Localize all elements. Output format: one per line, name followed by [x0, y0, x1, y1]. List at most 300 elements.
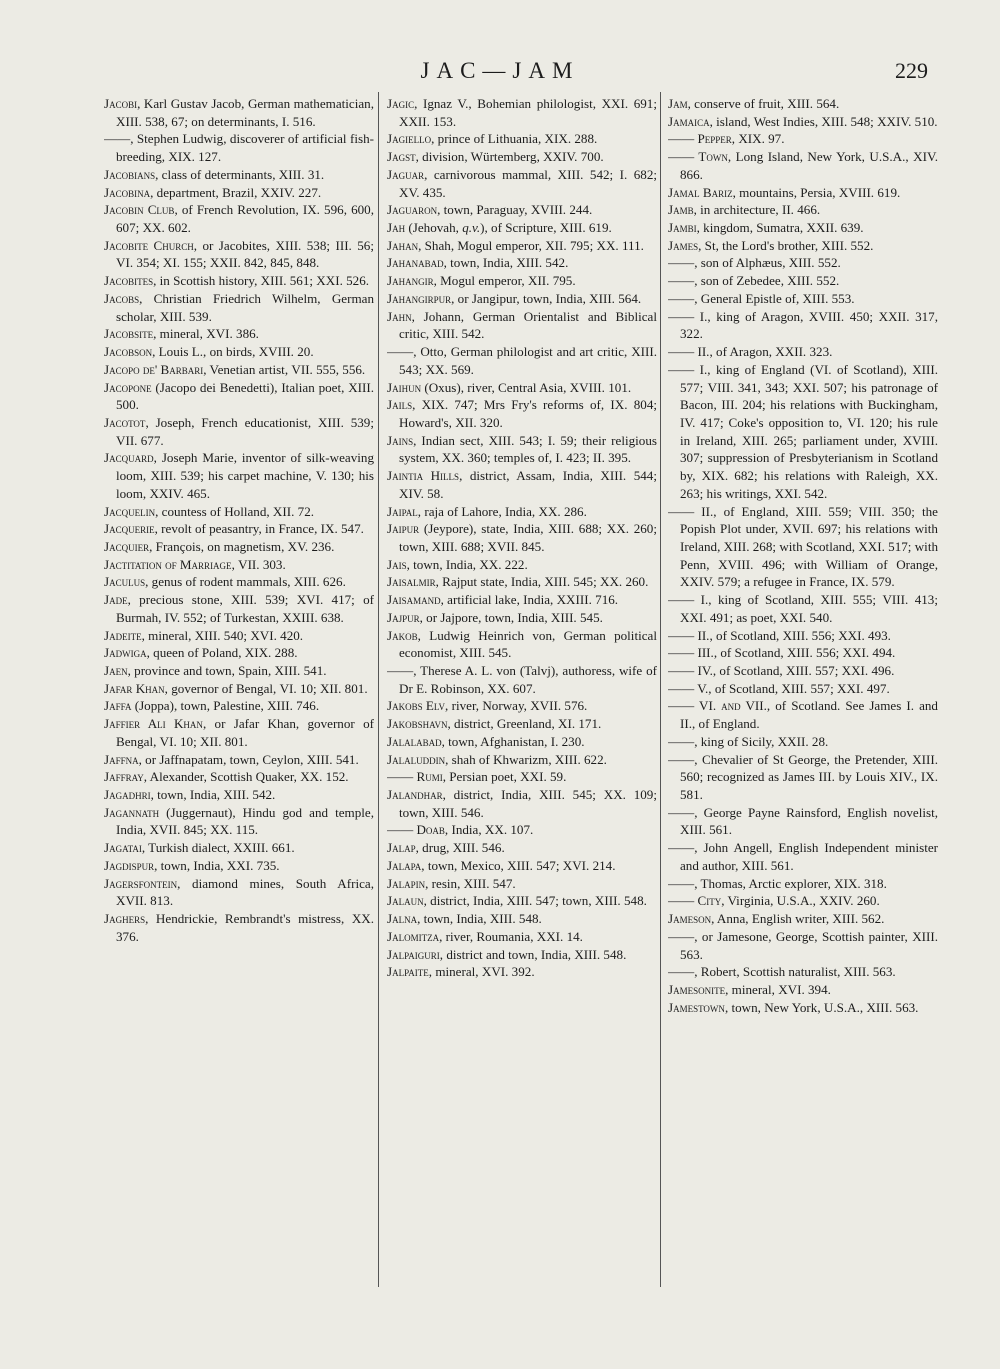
index-entry: [104, 449, 374, 502]
index-entry: [104, 272, 374, 290]
entry-references: , Alexander, Scottish Quaker, XX. 152.: [143, 769, 349, 785]
entry-references: , George Payne Rainsford, English novelist, XIII. 561.: [680, 804, 938, 838]
index-entry: [104, 680, 374, 698]
entry-headword: ——: [668, 751, 695, 767]
index-entry: [668, 308, 938, 343]
index-entry: [668, 804, 938, 839]
entry-references: , Turkish dialect, XXIII. 661.: [141, 840, 295, 856]
entry-references: , king of England (VI. of Scotland), XIII. 577; VIII. 341, 343; XXI. 507; his patronage of Bacon, III. 204; his relations with Buckingham, IV. 417; Coke's opposition to, VI. 120; his rule in Ireland, XIII. 265; parliament under, XVIII. 307; suppression of Presbyterianism in Scotland by, XIX. 682; his relations with Raleigh, XX. 263; his writings, XXI. 542.: [680, 361, 938, 501]
entry-headword: Jacquerie: [104, 521, 155, 537]
entry-headword: Jaen: [104, 663, 128, 678]
index-entry: [104, 751, 374, 769]
index-entry: [387, 662, 657, 697]
entry-headword: Jadwiga: [104, 645, 147, 661]
entry-headword: Jakobshavn: [387, 716, 448, 732]
entry-references: , of Aragon, XXII. 323.: [709, 344, 833, 360]
index-entry: [387, 697, 657, 715]
entry-headword: Jacotot: [104, 414, 146, 430]
index-entry: [668, 644, 938, 662]
index-entry: [387, 627, 657, 662]
entry-references: , district, India, XIII. 547; town, XIII. 548.: [423, 893, 647, 909]
entry-headword: Jahn: [387, 308, 412, 324]
index-column-3: [668, 95, 938, 1290]
entry-headword: Jacopo de' Barbari: [104, 361, 204, 377]
index-entry: [104, 237, 374, 272]
entry-references: , Hendrickie, Rembrandt's mistress, XX. 376.: [116, 911, 374, 944]
entry-headword: Jails: [387, 397, 413, 413]
index-entry: [668, 662, 938, 680]
entry-references: , Louis L., on birds, XVIII. 20.: [152, 344, 314, 360]
entry-references: , mineral, XVI. 394.: [725, 981, 831, 997]
entry-headword: Jacobians: [104, 166, 156, 182]
entry-headword: ——: [387, 663, 414, 678]
index-entry: [387, 95, 657, 130]
entry-references: , countess of Holland, XII. 72.: [155, 503, 315, 519]
index-entry: [387, 272, 657, 290]
entry-headword: Jalna: [387, 911, 418, 927]
index-entry: [104, 520, 374, 538]
entry-headword: Jalap: [387, 840, 416, 856]
entry-headword: —— Doab: [387, 822, 445, 838]
index-entry: [104, 857, 374, 875]
entry-references: , Joseph Marie, inventor of silk-weaving loom, XIII. 539; his carpet machine, V. 130; his loom, XXIV. 465.: [116, 450, 374, 501]
index-entry: [387, 751, 657, 769]
index-entry: [104, 95, 374, 130]
index-entry: [387, 396, 657, 431]
entry-references: , conserve of fruit, XIII. 564.: [687, 96, 840, 111]
entry-headword: —— I.: [668, 592, 709, 608]
entry-references: , or Jaffnapatam, town, Ceylon, XIII. 541.: [138, 751, 359, 767]
index-entry: [668, 697, 938, 732]
index-entry: [668, 928, 938, 963]
index-entry: [387, 892, 657, 910]
entry-headword: ——: [668, 964, 695, 980]
entry-references: , king of Scotland, XIII. 555; VIII. 413; XXI. 491; as poet, XXI. 540.: [680, 592, 938, 625]
entry-headword: Jamestown: [668, 999, 725, 1015]
entry-headword: Jacobina: [104, 184, 151, 200]
entry-headword: ——: [668, 840, 695, 856]
entry-headword: —— City: [668, 893, 722, 909]
index-entry: [104, 627, 374, 645]
entry-references: , Therese A. L. von (Talvj), authoress, wife of Dr E. Robinson, XX. 607.: [399, 663, 657, 696]
entry-references: , Indian sect, XIII. 543; I. 59; their religious system, XX. 360; temples of, I. 423; II. 395.: [399, 432, 657, 466]
index-entry: [387, 715, 657, 733]
entry-headword: Jalpaite: [387, 964, 429, 980]
entry-references: , town, India, XIII. 542.: [150, 787, 276, 803]
index-entry: [668, 219, 938, 237]
entry-references: , Ludwig Heinrich von, German political economist, XIII. 545.: [399, 627, 657, 661]
index-entry: [104, 184, 374, 202]
entry-headword: Jacquier: [104, 538, 150, 554]
entry-headword: Jagdispur: [104, 857, 155, 873]
index-entry: [668, 148, 938, 183]
entry-headword: ——: [668, 733, 695, 749]
entry-headword: Jacobson: [104, 344, 153, 360]
entry-headword: Jacobs: [104, 290, 140, 306]
entry-headword: Jagersfontein: [104, 875, 178, 891]
entry-references: , mineral, XVI. 392.: [428, 964, 535, 980]
index-entry: [668, 910, 938, 928]
index-entry: [668, 839, 938, 874]
index-entry: [387, 379, 657, 397]
index-entry: [104, 556, 374, 574]
entry-headword: Jacobite Church: [104, 237, 194, 253]
entry-references: , town, Mexico, XIII. 547; XVI. 214.: [421, 857, 616, 873]
entry-headword: Jalapin: [387, 875, 426, 891]
entry-headword: Jahanabad: [387, 255, 444, 271]
entry-references: , or Jacobites, XIII. 538; III. 56; VI. 354; XI. 155; XXII. 842, 845, 848.: [116, 237, 374, 271]
entry-references: , prince of Lithuania, XIX. 288.: [431, 131, 598, 147]
index-entry: [104, 538, 374, 556]
index-entry: [668, 130, 938, 148]
entry-headword: Jaipur: [387, 521, 420, 537]
entry-references: , Long Island, New York, U.S.A., XIV. 866.: [680, 149, 938, 182]
index-entry: [668, 237, 938, 255]
index-entry: [387, 928, 657, 946]
entry-references: , town, New York, U.S.A., XIII. 563.: [724, 999, 919, 1015]
index-entry: [668, 184, 938, 202]
entry-references: , of England, XIII. 559; VIII. 350; the Popish Plot under, XVII. 697; his relations with Ireland, XIII. 268; with Scotland, XXI. 517; with Penn, XVIII. 496; with William of Orange, XXIV. 579; a refugee in France, IX. 579.: [680, 503, 938, 590]
entry-headword: ——: [668, 875, 695, 891]
entry-headword: ——: [387, 344, 414, 360]
index-entry: [104, 325, 374, 343]
index-entry: [387, 201, 657, 219]
entry-headword: Jaghers: [104, 911, 146, 927]
entry-headword: Jafar Khan: [104, 680, 165, 696]
index-column-1: [104, 95, 374, 1290]
index-entry: [668, 95, 938, 113]
entry-headword: Jamb: [668, 202, 694, 218]
index-entry: [668, 627, 938, 645]
entry-headword: Jaipal: [387, 503, 418, 519]
index-entry: [668, 733, 938, 751]
entry-references: , John Angell, English Independent minister and author, XIII. 561.: [680, 840, 938, 873]
entry-headword: —— I.: [668, 308, 708, 324]
entry-headword: —— II.: [668, 344, 710, 360]
entry-references: , district, Assam, India, XIII. 544; XIV. 58.: [399, 468, 657, 501]
entry-references: , Rajput state, India, XIII. 545; XX. 260.: [435, 574, 649, 590]
entry-headword: Jamaica: [668, 113, 710, 129]
entry-references: , district, Greenland, XI. 171.: [447, 716, 602, 732]
entry-references: , VII. 303.: [231, 556, 286, 572]
index-entry: [104, 130, 374, 165]
entry-headword: Jalapa: [387, 857, 422, 873]
index-entry: [104, 573, 374, 591]
entry-headword: Jakobs Elv: [387, 698, 446, 714]
entry-headword: Jaihun: [387, 379, 422, 395]
entry-references: , queen of Poland, XIX. 288.: [146, 645, 298, 661]
index-entry: [387, 821, 657, 839]
index-entry: [387, 556, 657, 574]
entry-references: , province and town, Spain, XIII. 541.: [127, 663, 327, 678]
index-entry: [104, 290, 374, 325]
entry-headword: Jaguar: [387, 166, 425, 182]
index-entry: [104, 910, 374, 945]
entry-references: , of Scotland. See James I. and II., of England.: [680, 698, 938, 732]
entry-headword: —— I.: [668, 361, 708, 377]
entry-references: , or Jafar Khan, governor of Bengal, VI. 10; XII. 801.: [116, 716, 374, 749]
entry-references: , Virginia, U.S.A., XXIV. 260.: [721, 893, 880, 909]
entry-references: , mineral, XVI. 386.: [153, 326, 259, 342]
entry-references: (Oxus), river, Central Asia, XVIII. 101.: [421, 379, 632, 395]
index-entry: [104, 361, 374, 379]
entry-references: , raja of Lahore, India, XX. 286.: [417, 503, 587, 519]
entry-references: , precious stone, XIII. 539; XVI. 417; of Burmah, IV. 552; of Turkestan, XXIII. 638.: [116, 592, 374, 625]
entry-headword: Jameson: [668, 911, 712, 927]
entry-references: , carnivorous mammal, XIII. 542; I. 682; XV. 435.: [399, 166, 657, 200]
entry-headword: Jakob: [387, 627, 418, 643]
entry-headword: Jajpur: [387, 609, 420, 625]
entry-references: , town, India, XIII. 542.: [443, 255, 569, 271]
entry-references: , king of Aragon, XVIII. 450; XXII. 317, 322.: [680, 308, 938, 342]
index-entry: [104, 697, 374, 715]
entry-references: , of Scotland, XIII. 556; XXI. 494.: [713, 645, 896, 661]
index-entry: [668, 981, 938, 999]
entry-headword: —— Town: [668, 149, 728, 165]
index-entry: [387, 910, 657, 928]
entry-references: , Robert, Scottish naturalist, XIII. 563.: [694, 964, 896, 980]
entry-headword: —— Pepper: [668, 131, 732, 147]
index-entry: [387, 308, 657, 343]
entry-references: , division, Würtemberg, XXIV. 700.: [415, 149, 604, 165]
index-entry: [104, 662, 374, 680]
entry-headword: Jaffa: [104, 698, 132, 714]
entry-references: , class of determinants, XIII. 31.: [155, 166, 325, 182]
entry-references: (Juggernaut), Hindu god and temple, India, XVII. 845; XX. 115.: [116, 804, 374, 838]
entry-references: , district, India, XIII. 545; XX. 109; town, XIII. 546.: [399, 787, 657, 820]
index-entry: [668, 591, 938, 626]
entry-references: , of Scotland, XIII. 557; XXI. 496.: [712, 663, 895, 678]
index-entry: [387, 432, 657, 467]
entry-headword: ——: [104, 131, 131, 147]
index-entry: [387, 467, 657, 502]
index-column-2: [387, 95, 657, 1290]
entry-headword: Jacquelin: [104, 503, 156, 519]
entry-headword: ——: [668, 928, 695, 944]
index-entry: [387, 254, 657, 272]
entry-references: , resin, XIII. 547.: [425, 875, 516, 891]
entry-headword: —— II.: [668, 627, 710, 643]
entry-references: , Karl Gustav Jacob, German mathematician, XIII. 538, 67; on determinants, I. 516.: [116, 96, 374, 129]
entry-headword: Jacobsite: [104, 326, 154, 342]
entry-headword: ——: [668, 255, 695, 271]
entry-references: , in Scottish history, XIII. 561; XXI. 526.: [153, 273, 370, 289]
index-entry: [387, 166, 657, 201]
entry-references: , of Scotland, XIII. 557; XXI. 497.: [708, 680, 890, 696]
index-entry: [104, 715, 374, 750]
index-entry: [387, 503, 657, 521]
entry-references: (Jehovah, q.v.), of Scripture, XIII. 619.: [405, 220, 612, 236]
entry-headword: Jadeite: [104, 627, 142, 643]
entry-headword: James: [668, 237, 699, 253]
entry-headword: —— IV.: [668, 663, 713, 678]
entry-references: , Stephen Ludwig, discoverer of artificial fish-breeding, XIX. 127.: [116, 131, 374, 165]
index-entry: [387, 875, 657, 893]
entry-headword: Jalomitza: [387, 928, 440, 944]
entry-headword: Jains: [387, 432, 414, 448]
index-entry: [387, 237, 657, 255]
index-entry: [387, 733, 657, 751]
entry-headword: Jaffna: [104, 751, 139, 767]
entry-references: , town, India, XX. 222.: [406, 556, 528, 572]
entry-references: , Venetian artist, VII. 555, 556.: [203, 361, 366, 377]
index-entry: [668, 999, 938, 1017]
index-entry: [104, 644, 374, 662]
index-entry: [387, 768, 657, 786]
entry-headword: Jam: [668, 96, 688, 111]
entry-headword: Jacobites: [104, 273, 154, 289]
entry-headword: Jais: [387, 556, 407, 572]
entry-headword: —— V.: [668, 680, 709, 696]
entry-headword: Jagatai: [104, 840, 142, 856]
entry-references: , Thomas, Arctic explorer, XIX. 318.: [694, 875, 887, 891]
entry-headword: Jamal Bariz: [668, 184, 733, 200]
entry-headword: Jagadhri: [104, 787, 151, 803]
entry-references: , town, India, XIII. 548.: [417, 911, 542, 927]
entry-headword: —— Rumi: [387, 769, 443, 785]
index-entry: [387, 857, 657, 875]
index-entry: [104, 875, 374, 910]
entry-references: , drug, XIII. 546.: [415, 840, 505, 856]
index-entry: [668, 503, 938, 592]
index-entry: [387, 148, 657, 166]
entry-headword: —— II.: [668, 503, 714, 519]
index-entry: [387, 343, 657, 378]
index-entry: [104, 414, 374, 449]
entry-headword: Jahangirpur: [387, 290, 452, 306]
index-entry: [104, 839, 374, 857]
entry-headword: —— VI. and VII.: [668, 698, 767, 714]
entry-references: , town, Paraguay, XVIII. 244.: [437, 202, 593, 218]
index-entry: [668, 343, 938, 361]
entry-headword: ——: [668, 804, 695, 820]
entry-references: , Chevalier of St George, the Pretender, XIII. 560; recognized as James III. by Louis XIV., IX. 581.: [680, 751, 938, 803]
index-entry: [387, 290, 657, 308]
entry-headword: Jaffier Ali Khan: [104, 716, 203, 732]
index-entry: [668, 963, 938, 981]
entry-headword: Jamesonite: [668, 981, 726, 997]
entry-headword: Jahangir: [387, 273, 434, 289]
entry-references: , François, on magnetism, XV. 236.: [149, 538, 335, 554]
entry-references: , river, Roumania, XXI. 14.: [439, 928, 583, 944]
page-header: [0, 58, 1000, 88]
entry-references: , governor of Bengal, VI. 10; XII. 801.: [164, 680, 368, 696]
entry-references: , Mogul emperor, XII. 795.: [433, 273, 576, 289]
entry-headword: Jalaluddin: [387, 751, 446, 767]
index-entry: [668, 272, 938, 290]
index-entry: [104, 201, 374, 236]
entry-references: , revolt of peasantry, in France, IX. 547.: [154, 521, 364, 537]
index-entry: [387, 609, 657, 627]
entry-references: , department, Brazil, XXIV. 227.: [150, 184, 322, 200]
entry-headword: Jaculus: [104, 574, 146, 590]
index-entry: [387, 130, 657, 148]
entry-references: , XIX. 747; Mrs Fry's reforms of, IX. 804; Howard's, XII. 320.: [399, 397, 657, 430]
index-entry: [668, 751, 938, 804]
index-entry: [387, 573, 657, 591]
entry-headword: Jagiello: [387, 131, 432, 147]
entry-references: , mountains, Persia, XVIII. 619.: [732, 184, 901, 200]
index-entry: [104, 503, 374, 521]
index-entry: [104, 591, 374, 626]
index-entry: [668, 680, 938, 698]
entry-headword: Jagic: [387, 96, 415, 111]
index-entry: [387, 946, 657, 964]
entry-references: , or Jajpore, town, India, XIII. 545.: [419, 609, 603, 625]
entry-references: , king of Sicily, XXII. 28.: [694, 733, 829, 749]
entry-references: , artificial lake, India, XXIII. 716.: [440, 592, 619, 608]
entry-references: , genus of rodent mammals, XIII. 626.: [145, 574, 346, 590]
index-entry: [104, 804, 374, 839]
index-entry: [668, 113, 938, 131]
entry-references: , river, Norway, XVII. 576.: [445, 698, 588, 714]
entry-headword: Jaisalmir: [387, 574, 436, 590]
entry-references: , kingdom, Sumatra, XXII. 639.: [696, 220, 864, 236]
entry-headword: Jade: [104, 592, 128, 608]
entry-headword: ——: [668, 290, 695, 306]
entry-references: (Joppa), town, Palestine, XIII. 746.: [131, 698, 320, 714]
entry-references: , of French Revolution, IX. 596, 600, 607; XX. 602.: [116, 202, 374, 236]
index-entry: [668, 201, 938, 219]
index-entry: [104, 166, 374, 184]
index-entry: [668, 290, 938, 308]
page-number: 229: [895, 58, 928, 83]
entry-headword: Jalalabad: [387, 733, 442, 749]
entry-references: (Jeypore), state, India, XIII. 688; XX. 260; town, XIII. 688; XVII. 845.: [399, 521, 657, 554]
entry-references: , St, the Lord's brother, XIII. 552.: [698, 237, 874, 253]
index-columns: [104, 95, 938, 1290]
entry-references: , shah of Khwarizm, XIII. 622.: [445, 751, 607, 767]
index-entry: [104, 768, 374, 786]
entry-headword: Jah: [387, 220, 406, 236]
index-entry: [104, 379, 374, 414]
entry-headword: Jactitation of Marriage: [104, 556, 232, 572]
entry-references: , in architecture, II. 466.: [693, 202, 821, 218]
entry-headword: Jaguaron: [387, 202, 438, 218]
index-entry: [668, 875, 938, 893]
entry-references: , diamond mines, South Africa, XVII. 813.: [116, 875, 374, 909]
index-entry: [387, 591, 657, 609]
entry-references: , Joseph, French educationist, XIII. 539; VII. 677.: [116, 414, 374, 448]
entry-headword: Jacopone: [104, 379, 152, 395]
index-entry: [387, 786, 657, 821]
entry-references: , son of Alphæus, XIII. 552.: [694, 255, 841, 271]
entry-headword: Jaisamand: [387, 592, 441, 608]
entry-references: , Anna, English writer, XIII. 562.: [711, 911, 885, 927]
index-entry: [668, 892, 938, 910]
entry-headword: Jalaun: [387, 893, 424, 909]
entry-references: , Christian Friedrich Wilhelm, German scholar, XIII. 539.: [116, 290, 374, 324]
entry-references: , India, XX. 107.: [444, 822, 534, 838]
entry-headword: Jacquard: [104, 450, 154, 466]
index-entry: [387, 963, 657, 981]
entry-references: , district and town, India, XIII. 548.: [439, 946, 627, 962]
entry-references: , son of Zebedee, XIII. 552.: [694, 273, 840, 289]
entry-headword: Jacobin Club: [104, 202, 175, 218]
entry-headword: Jambi: [668, 220, 697, 236]
entry-references: , Ignaz V., Bohemian philologist, XXI. 691; XXII. 153.: [399, 96, 657, 129]
index-entry: [387, 520, 657, 555]
entry-references: , town, Afghanistan, I. 230.: [441, 733, 585, 749]
index-entry: [387, 839, 657, 857]
entry-headword: Jagst: [387, 149, 416, 165]
entry-headword: Jalandhar: [387, 787, 443, 803]
entry-references: , or Jamesone, George, Scottish painter, XIII. 563.: [680, 928, 938, 962]
entry-references: , or Jangipur, town, India, XIII. 564.: [451, 290, 642, 306]
index-entry: [668, 254, 938, 272]
entry-references: , Otto, German philologist and art critic, XIII. 543; XX. 569.: [399, 344, 657, 377]
entry-references: , XIX. 97.: [731, 131, 785, 147]
